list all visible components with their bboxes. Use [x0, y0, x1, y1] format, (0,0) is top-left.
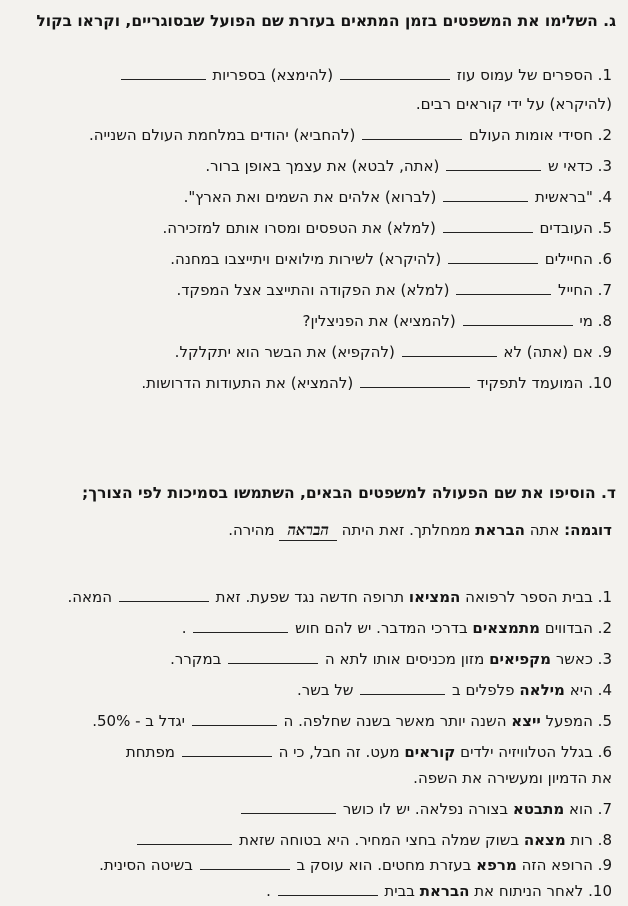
section-g-item-4: 4. "בראשית (לברוא) אלהים את השמים ואת הארץ". — [183, 188, 612, 206]
answer-blank[interactable] — [463, 313, 573, 326]
answer-blank[interactable] — [137, 832, 232, 845]
section-g-item-1: 1. הספרים של עמוס עוז (להימצא) בספריות — [12, 66, 612, 84]
section-d-item-10: 10. לאחר הניתוח את הבראת בבית . — [266, 882, 612, 900]
answer-blank[interactable] — [228, 651, 318, 664]
section-d-item-5: 5. המפעל ייצא השנה יותר מאשר בשנה שחלפה. ה יגדל ב - 50%. — [92, 712, 612, 730]
answer-blank[interactable] — [182, 744, 272, 757]
answer-blank[interactable] — [192, 713, 277, 726]
answer-blank[interactable] — [456, 282, 551, 295]
section-d-item-1: 1. בבית הספר לרפואה המציאו תרופה חדשה נגד שפעת. זאת המאה. — [67, 588, 612, 606]
answer-blank[interactable] — [241, 801, 336, 814]
answer-blank[interactable] — [448, 251, 538, 264]
section-g-item-1-cont: (להיקרא) על ידי קוראים רבים. — [415, 95, 612, 113]
section-g-item-10: 10. המועמד לתפקיד (להמציא) את התעודות הדרושות. — [141, 374, 612, 392]
answer-blank[interactable] — [193, 620, 288, 633]
section-d-example: דוגמה: אתה הבראת ממחלתך. זאת היתה הבראה מהירה. — [228, 521, 612, 539]
section-g-item-9: 9. אם (אתה) לא (להקפיא) את הבשר הוא יתקלקל. — [174, 343, 612, 361]
answer-blank[interactable] — [340, 67, 450, 80]
section-d-item-8: 8. רות מצאה בשוק שמלה בחצי המחיר. היא בטוחה שזאת — [12, 831, 612, 849]
section-d-item-6-cont: את הדמיון ומעשירה את השפה. — [413, 769, 612, 787]
answer-blank[interactable] — [121, 67, 206, 80]
section-d-item-6: 6. בגלל הטלוויזיה ילדים קוראים מעט. זה חבל, כי ה מפתחת — [125, 743, 612, 761]
answer-blank[interactable] — [119, 589, 209, 602]
section-d-item-3: 3. כאשר מקפיאים מזון מכניסים אותו לתא ה במקרר. — [170, 650, 612, 668]
section-g-item-8: 8. מי (להמציא) את הפניצלין? — [302, 312, 612, 330]
answer-blank[interactable] — [362, 127, 462, 140]
answer-blank[interactable] — [278, 883, 378, 896]
section-g-item-5: 5. העובדים (למלא) את הטפסים ומסרו אותם למזכירה. — [162, 219, 612, 237]
section-g-item-3: 3. כדאי ש (אתה, לבטא) את עצמך באופן ברור. — [205, 157, 612, 175]
answer-blank[interactable] — [443, 220, 533, 233]
section-d-item-7: 7. הוא מתבטא בצורה נפלאה. יש לו כושר — [12, 800, 612, 818]
section-g-item-6: 6. החיילים (להיקרא) לשירות מילואים ויתייצבו במחנה. — [170, 250, 612, 268]
answer-blank[interactable] — [360, 375, 470, 388]
answer-blank[interactable] — [443, 189, 528, 202]
example-answer: הבראה — [279, 521, 336, 541]
answer-blank[interactable] — [402, 344, 497, 357]
section-g-title: ג. השלימו את המשפטים בזמן המתאים בעזרת שם הפועל שבסוגריים, וקראו בקול — [36, 12, 616, 30]
section-g-item-7: 7. החייל (למלא) את הפקודה והתייצב אצל המפקד. — [176, 281, 612, 299]
answer-blank[interactable] — [200, 857, 290, 870]
section-d-item-4: 4. היא מילאה פלפלים ב של בשר. — [296, 681, 612, 699]
answer-blank[interactable] — [360, 682, 445, 695]
answer-blank[interactable] — [446, 158, 541, 171]
section-d-item-9: 9. הרופא הזה מרפא בעזרת מחטים. הוא עוסק ב בשיטה הסינית. — [99, 856, 612, 874]
section-g-item-2: 2. חסידי אומות העולם (להחביא) יהודים במלחמת העולם השנייה. — [88, 126, 612, 144]
section-d-item-2: 2. הבדווים מתמצאים בדרכי המדבר. יש להם חוש . — [181, 619, 612, 637]
section-d-title: ד. הוסיפו את שם הפעולה למשפטים הבאים, השתמשו בסמיכות לפי הצורך; — [82, 484, 616, 502]
